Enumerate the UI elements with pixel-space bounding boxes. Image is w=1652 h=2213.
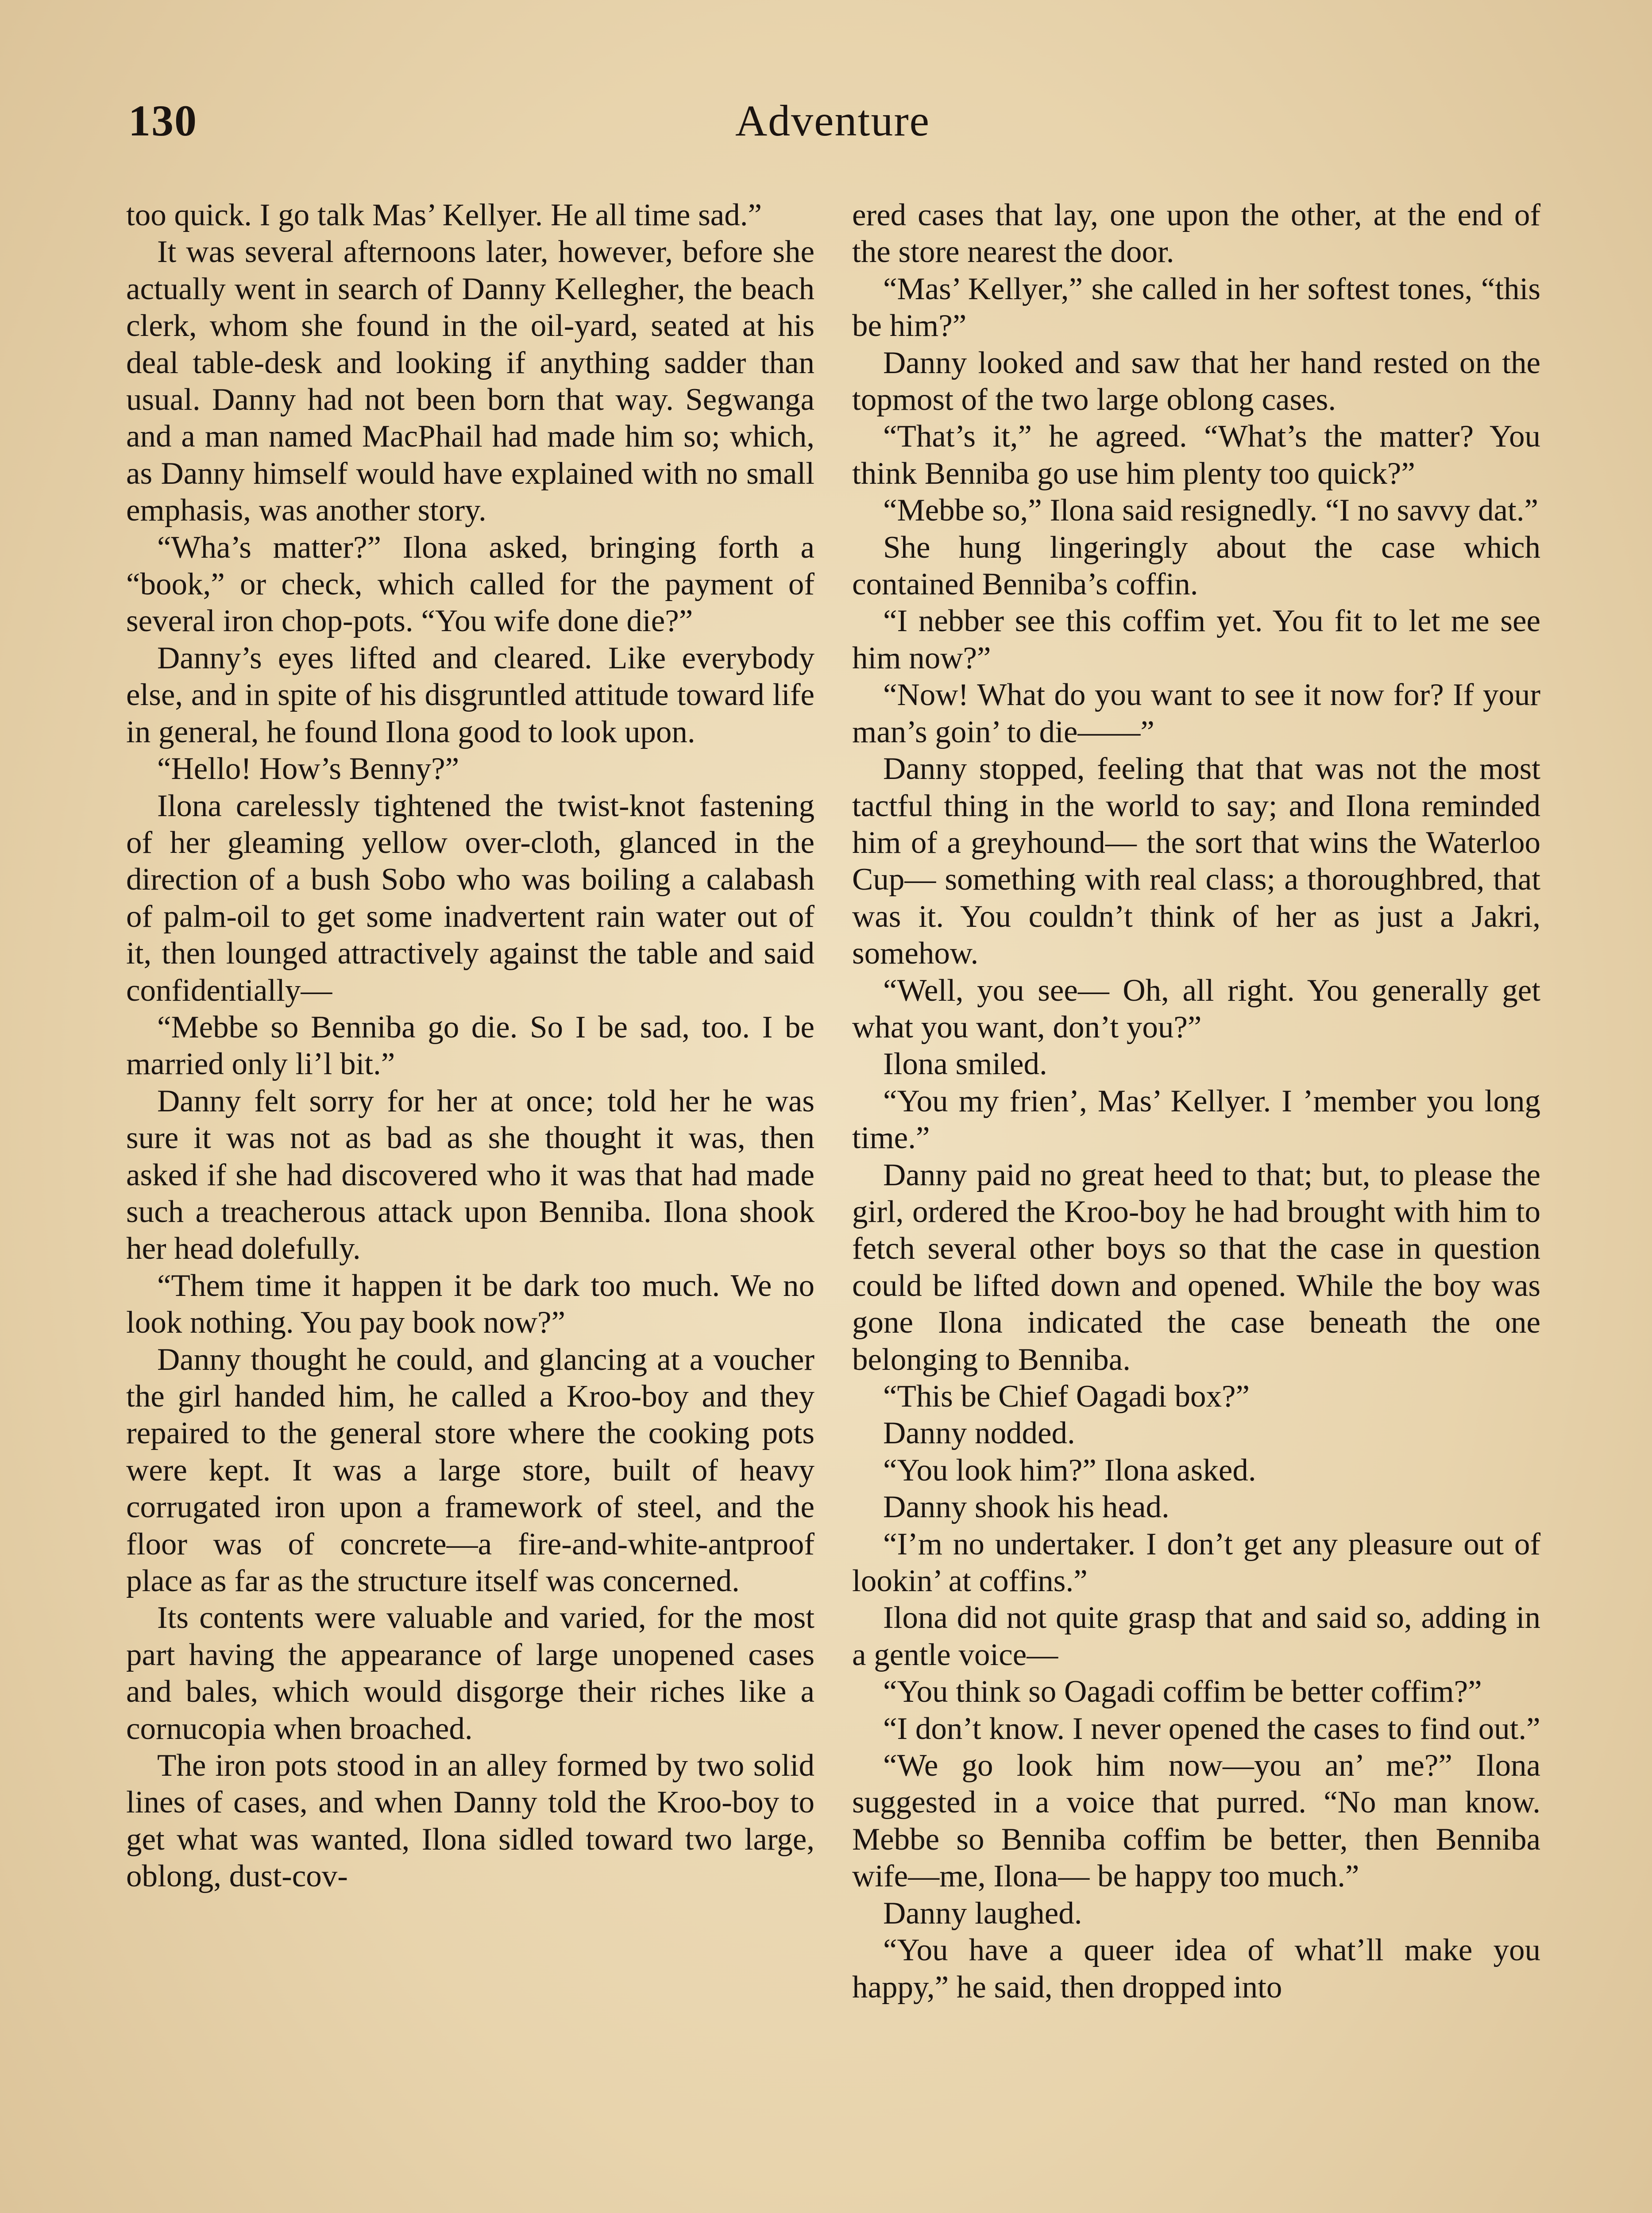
paragraph: too quick. I go talk Mas’ Kellyer. He all time sad.” [126, 198, 762, 232]
paragraph: Danny’s eyes lifted and cleared. Like everybody else, and in spite of his disgruntled attitude toward life in general, he found Ilona good to look upon. [126, 640, 814, 749]
paragraph: “I’m no undertaker. I don’t get any pleasure out of lookin’ at coffins.” [852, 1527, 1540, 1599]
paragraph: “I nebber see this coffim yet. You fit to let me see him now?” [852, 604, 1540, 675]
paragraph: “Hello! How’s Benny?” [157, 752, 459, 787]
paragraph: Danny shook his head. [883, 1490, 1170, 1525]
running-title: Adventure [735, 96, 930, 145]
paragraph: “Mas’ Kellyer,” she called in her softest tones, “this be him?” [852, 271, 1540, 343]
paragraph: “Well, you see— Oh, all right. You generally get what you want, don’t you?” [852, 973, 1540, 1045]
paragraph: Danny laughed. [883, 1896, 1082, 1931]
paragraph: “Them time it happen it be dark too much. We no look nothing. You pay book now?” [126, 1268, 814, 1340]
paragraph: “Wha’s matter?” Ilona asked, bringing forth a “book,” or check, which called for the payment of several iron chop-pots. “You wife done die?” [126, 530, 814, 639]
paragraph: Danny felt sorry for her at once; told her he was sure it was not as bad as she thought it was, then asked if she had discovered who it was that had made such a treacherous attack upon Benniba. Ilona shook her head dolefully. [126, 1083, 814, 1266]
paragraph: “I don’t know. I never opened the cases to find out.” [883, 1711, 1540, 1746]
paragraph: “Mebbe so Benniba go die. So I be sad, too. I be married only li’l bit.” [126, 1010, 814, 1082]
paragraph: “That’s it,” he agreed. “What’s the matter? You think Benniba go use him plenty too quick?” [852, 419, 1540, 491]
paragraph: It was several afternoons later, however, before she actually went in search of Danny Kellegher, the beach clerk, whom she found in the oil-yard, seated at his deal table-desk and looking if anything sadder than usual. Danny had not been born that way. Segwanga and a man named MacPhail had made him so; which, as Danny himself would have explained with no small emphasis, was another story. [126, 235, 814, 528]
paragraph: Ilona did not quite grasp that and said so, adding in a gentle voice— [852, 1600, 1540, 1672]
paragraph: She hung lingeringly about the case which contained Benniba’s coffin. [852, 530, 1540, 602]
paragraph: Danny nodded. [883, 1416, 1075, 1451]
paragraph: Danny stopped, feeling that that was not the most tactful thing in the world to say; and Ilona reminded him of a greyhound— the sort that wins the Waterloo Cup— something with real class; a thoroughbred, that was it. You couldn’t think of her as just a Jakri, somehow. [852, 752, 1540, 971]
paragraph: “You my frien’, Mas’ Kellyer. I ’member you long time.” [852, 1083, 1540, 1156]
paragraph: Ilona carelessly tightened the twist-knot fastening of her gleaming yellow over-cloth, glanced in the direction of a bush Sobo who was boiling a calabash of palm-oil to get some inadvertent rain water out of it, then lounged attractively against the table and said confidentially— [126, 788, 814, 1008]
paragraph: “Now! What do you want to see it now for? If your man’s goin’ to die——” [852, 678, 1540, 749]
right-column [852, 197, 1540, 2006]
paragraph: The iron pots stood in an alley formed by two solid lines of cases, and when Danny told the Kroo-boy to get what was wanted, Ilona sidled toward two large, oblong, dust-cov- [126, 1748, 814, 1894]
paragraph: “We go look him now—you an’ me?” Ilona suggested in a voice that purred. “No man know. Mebbe so Benniba coffim be better, then Benniba wife—me, Ilona— be happy too much.” [852, 1748, 1540, 1894]
paragraph: “Mebbe so,” Ilona said resignedly. “I no savvy dat.” [883, 493, 1539, 528]
paragraph: “You look him?” Ilona asked. [883, 1453, 1256, 1488]
paragraph: Danny looked and saw that her hand rested on the topmost of the two large oblong cases. [852, 345, 1540, 417]
page-number: 130 [128, 96, 197, 145]
paragraph: Danny paid no great heed to that; but, to please the girl, ordered the Kroo-boy he had brought with him to fetch several other boys so that the case in question could be lifted down and opened. While the boy was gone Ilona indicated the case beneath the one belonging to Benniba. [852, 1157, 1540, 1377]
paragraph: Danny thought he could, and glancing at a voucher the girl handed him, he called a Kroo-boy and they repaired to the general store where the cooking pots were kept. It was a large store, built of heavy corrugated iron upon a framework of steel, and the floor was of concrete—a fire-and-white-antproof place as far as the structure itself was concerned. [126, 1342, 814, 1599]
paragraph: “You have a queer idea of what’ll make you happy,” he said, then dropped into [852, 1933, 1540, 2005]
paragraph: “You think so Oagadi coffim be better coffim?” [883, 1674, 1482, 1709]
paragraph: Ilona smiled. [883, 1047, 1047, 1082]
paragraph: “This be Chief Oagadi box?” [883, 1379, 1250, 1414]
paragraph: Its contents were valuable and varied, for the most part having the appearance of large unopened cases and bales, which would disgorge their riches like a cornucopia when broached. [126, 1600, 814, 1746]
page-header [128, 95, 1537, 157]
left-column [126, 197, 814, 1895]
paragraph: ered cases that lay, one upon the other, at the end of the store nearest the door. [852, 198, 1540, 270]
